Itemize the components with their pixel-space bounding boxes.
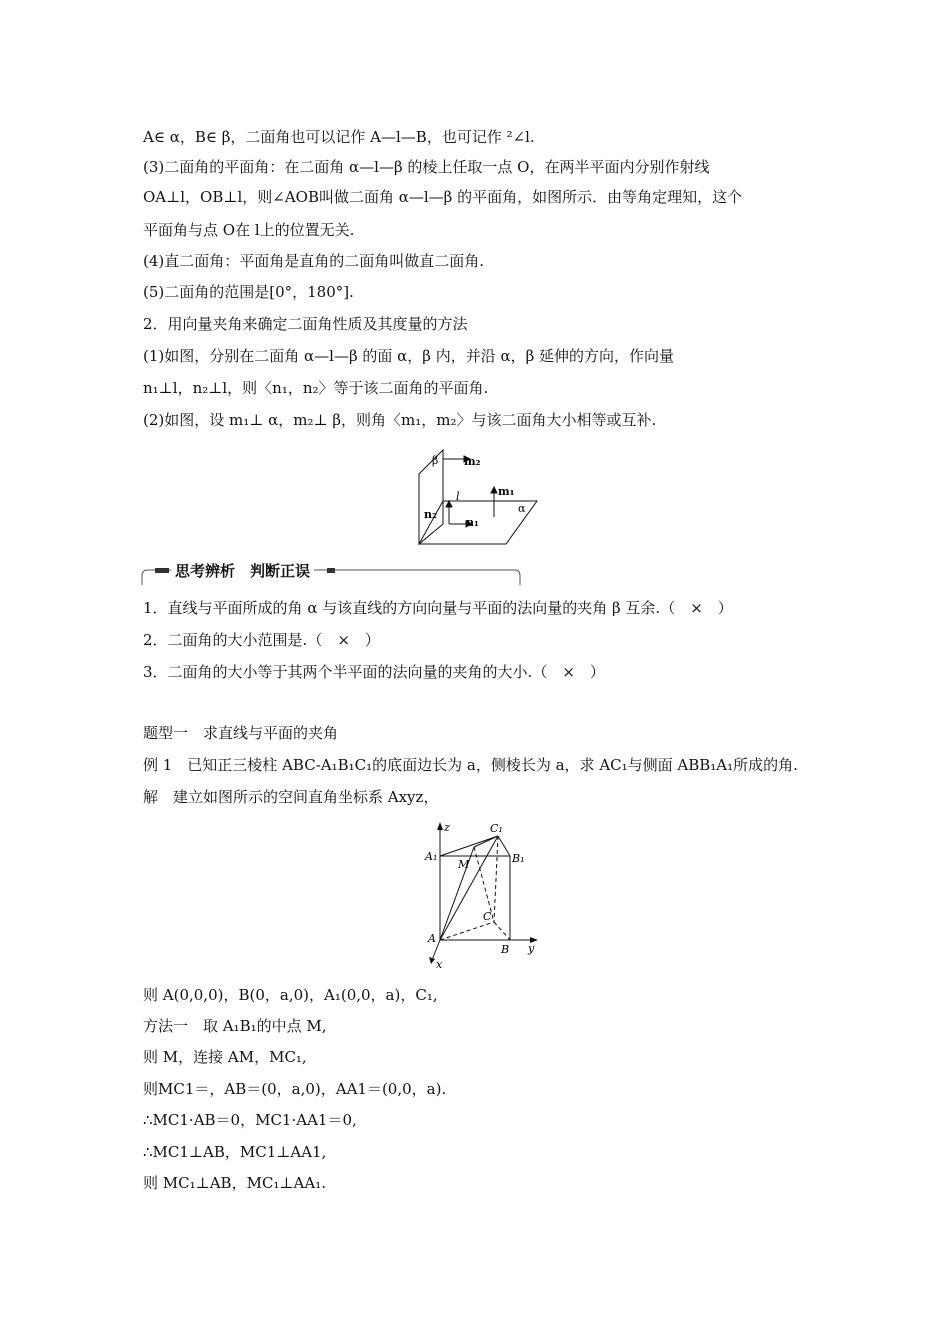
label-n1: n₁ <box>466 516 479 529</box>
label-M: M <box>458 858 470 871</box>
solution-line-3: 则 M，连接 AM，MC₁, <box>143 1048 307 1066</box>
label-A1: A₁ <box>425 850 438 863</box>
solution-line-7: 则 MC₁⊥AB，MC₁⊥AA₁. <box>143 1174 326 1192</box>
theory-line-10: (2)如图，设 m₁⊥ α，m₂⊥ β，则角〈m₁，m₂〉与该二面角大小相等或互补. <box>143 411 657 429</box>
solution-line-2: 方法一 取 A₁B₁的中点 M, <box>143 1017 327 1035</box>
label-A: A <box>428 932 436 945</box>
think-item-1: 1．直线与平面所成的角 α 与该直线的方向向量与平面的法向量的夹角 β 互余.（ × ） <box>143 599 733 617</box>
label-beta: β <box>432 454 439 467</box>
label-l: l <box>456 490 460 503</box>
label-z: z <box>444 821 450 834</box>
label-B: B <box>501 943 510 956</box>
label-x: x <box>436 958 443 970</box>
theory-line-7: 2．用向量夹角来确定二面角性质及其度量的方法 <box>143 315 468 333</box>
theory-line-4: 平面角与点 O在 l上的位置无关. <box>143 221 355 239</box>
prism-figure <box>424 818 544 970</box>
solution-line-5: ∴MC1·AB＝0，MC1·AA1＝0, <box>143 1111 357 1129</box>
label-y: y <box>528 942 535 955</box>
section-heading: 题型一 求直线与平面的夹角 <box>143 724 339 742</box>
label-B1: B₁ <box>512 852 525 865</box>
think-item-3: 3．二面角的大小等于其两个半平面的法向量的夹角的大小.（ × ） <box>143 663 605 681</box>
label-C1: C₁ <box>490 822 503 835</box>
solution-line-6: ∴MC1⊥AB，MC1⊥AA1, <box>143 1143 327 1161</box>
think-box-title: 思考辨析 判断正误 <box>171 560 314 582</box>
label-m2: m₂ <box>464 455 481 468</box>
label-m1: m₁ <box>498 485 515 498</box>
label-alpha: α <box>518 502 526 515</box>
plane-beta <box>419 450 443 544</box>
arrow-n2 <box>446 501 452 507</box>
dihedral-angle-figure <box>412 444 544 552</box>
theory-line-1: A∈ α，B∈ β，二面角也可以记作 A—l—B，也可记作 ²∠l. <box>143 128 535 146</box>
theory-line-2: (3)二面角的平面角：在二面角 α—l—β 的棱上任取一点 O，在两半平面内分别作射线 <box>143 158 710 176</box>
solution-intro: 解 建立如图所示的空间直角坐标系 Axyz， <box>143 788 439 806</box>
label-n2: n₂ <box>424 508 437 521</box>
arrow-m1 <box>491 487 497 493</box>
solution-line-4: 则MC1＝，AB＝(0，a,0)，AA1＝(0,0，a). <box>143 1080 447 1098</box>
theory-line-5: (4)直二面角：平面角是直角的二面角叫做直二面角. <box>143 252 485 270</box>
theory-line-8: (1)如图，分别在二面角 α—l—β 的面 α，β 内，并沿 α，β 延伸的方向，作向量 <box>143 347 675 365</box>
theory-line-6: (5)二面角的范围是[0°，180°]. <box>143 283 354 301</box>
think-item-2: 2．二面角的大小范围是.（ × ） <box>143 631 380 649</box>
theory-line-9: n₁⊥l，n₂⊥l，则〈n₁，n₂〉等于该二面角的平面角. <box>143 379 489 397</box>
solution-line-1: 则 A(0,0,0)，B(0，a,0)，A₁(0,0，a)，C₁, <box>143 986 438 1004</box>
label-C: C <box>483 910 492 923</box>
example-statement: 例 1 已知正三棱柱 ABC-A₁B₁C₁的底面边长为 a，侧棱长为 a，求 AC₁与侧面 ABB₁A₁所成的角. <box>143 756 798 774</box>
theory-line-3: OA⊥l，OB⊥l，则∠AOB叫做二面角 α—l—β 的平面角，如图所示．由等角定理知，这个 <box>143 188 743 206</box>
